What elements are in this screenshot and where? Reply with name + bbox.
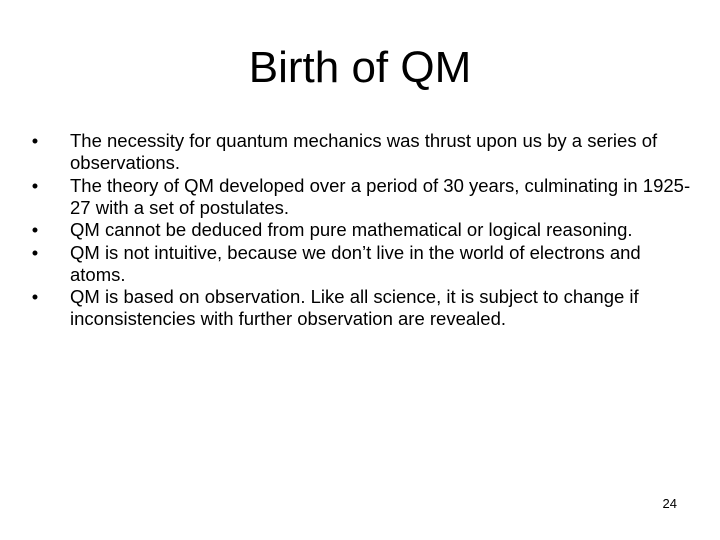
bullet-item bbox=[28, 219, 698, 241]
bullet-item bbox=[28, 130, 698, 174]
bullet-marker: • bbox=[31, 286, 39, 307]
bullet-marker: • bbox=[31, 174, 39, 196]
bullet-item bbox=[28, 175, 698, 219]
bullet-list bbox=[28, 130, 698, 331]
bullet-text: The theory of QM developed over a period of 30 years, culminating in 1925-27 with a set of postulates. bbox=[70, 174, 691, 218]
bullet-item bbox=[28, 242, 698, 286]
bullet-marker: • bbox=[31, 219, 39, 240]
bullet-item bbox=[28, 286, 698, 330]
page-number: 24 bbox=[662, 496, 677, 511]
bullet-text: QM is based on observation. Like all science, it is subject to change if inconsistencies with further observation are revealed. bbox=[70, 286, 639, 329]
bullet-text: QM is not intuitive, because we don’t live in the world of electrons and atoms. bbox=[70, 241, 641, 285]
bullet-text: The necessity for quantum mechanics was thrust upon us by a series of observations. bbox=[70, 130, 658, 173]
bullet-marker: • bbox=[31, 130, 39, 151]
bullet-marker: • bbox=[31, 241, 39, 263]
bullet-text: QM cannot be deduced from pure mathematical or logical reasoning. bbox=[70, 219, 633, 240]
slide-title: Birth of QM bbox=[248, 43, 472, 92]
